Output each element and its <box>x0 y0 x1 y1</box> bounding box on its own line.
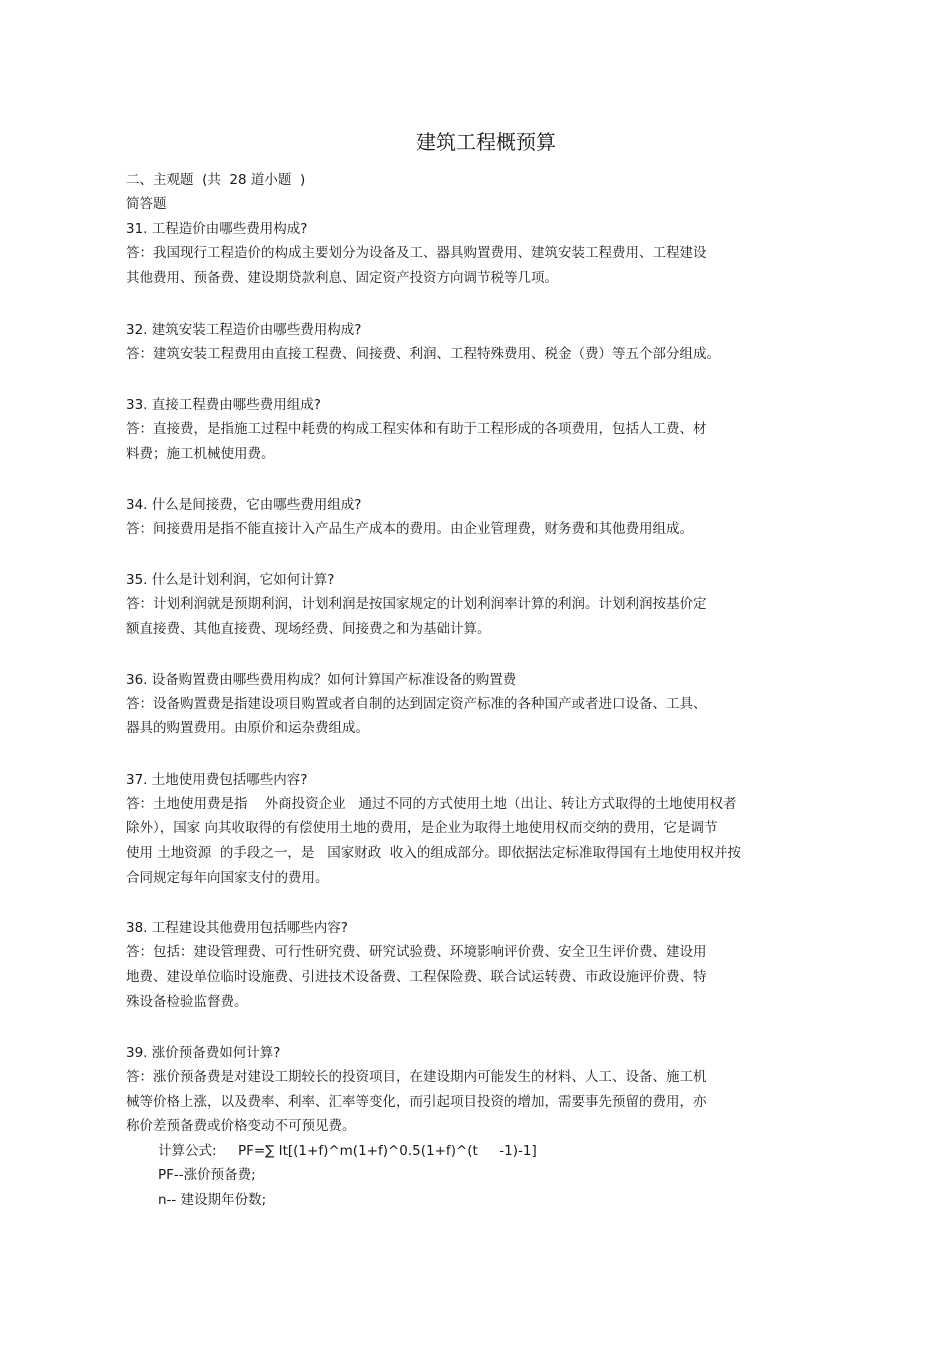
answer-37-line-3: 使用 土地资源 的手段之一，是 国家财政 收入的组成部分。即依据法定标准取得国有土地使用权并按 <box>126 845 741 861</box>
answer-36-line-1: 答：设备购置费是指建设项目购置或者自制的达到固定资产标准的各种国产或者进口设备、工具、 <box>126 696 707 712</box>
subsection-heading: 简答题 <box>126 196 167 212</box>
answer-39-line-2: 械等价格上涨，以及费率、利率、汇率等变化，而引起项目投资的增加，需要事先预留的费用，亦 <box>126 1094 707 1110</box>
answer-37-line-2: 除外），国家 向其收取得的有偿使用土地的费用，是企业为取得土地使用权而交纳的费用，它是调节 <box>126 820 718 836</box>
question-33: 33. 直接工程费由哪些费用组成? <box>126 397 321 413</box>
answer-35-line-1: 答：计划利润就是预期利润，计划利润是按国家规定的计划利润率计算的利润。计划利润按基价定 <box>126 596 707 612</box>
answer-38-line-3: 殊设备检验监督费。 <box>126 994 248 1010</box>
question-32: 32. 建筑安装工程造价由哪些费用构成? <box>126 322 362 338</box>
formula-line-1: 计算公式: PF=∑ It[(1+f)^m(1+f)^0.5(1+f)^(t -1)-1] <box>158 1143 537 1159</box>
question-35: 35. 什么是计划利润，它如何计算? <box>126 572 335 588</box>
question-36: 36. 设备购置费由哪些费用构成？如何计算国产标准设备的购置费 <box>126 672 517 688</box>
answer-39-line-3: 称价差预备费或价格变动不可预见费。 <box>126 1118 356 1134</box>
answer-39-line-1: 答：涨价预备费是对建设工期较长的投资项目，在建设期内可能发生的材料、人工、设备、施工机 <box>126 1069 707 1085</box>
answer-31-line-2: 其他费用、预备费、建设期贷款利息、固定资产投资方向调节税等几项。 <box>126 270 558 286</box>
question-39: 39. 涨价预备费如何计算? <box>126 1045 281 1061</box>
answer-36-line-2: 器具的购置费用。由原价和运杂费组成。 <box>126 720 369 736</box>
answer-38-line-1: 答：包括：建设管理费、可行性研究费、研究试验费、环境影响评价费、安全卫生评价费、建设用 <box>126 944 707 960</box>
answer-33-line-2: 料费；施工机械使用费。 <box>126 446 275 462</box>
formula-line-2: PF--涨价预备费; <box>158 1167 256 1183</box>
answer-37-line-4: 合同规定每年向国家支付的费用。 <box>126 870 329 886</box>
formula-line-3: n-- 建设期年份数; <box>158 1192 267 1208</box>
document-title: 建筑工程概预算 <box>416 130 556 154</box>
answer-35-line-2: 额直接费、其他直接费、现场经费、间接费之和为基础计算。 <box>126 621 491 637</box>
answer-34-line-1: 答：间接费用是指不能直接计入产品生产成本的费用。由企业管理费，财务费和其他费用组成。 <box>126 521 693 537</box>
answer-32-line-1: 答：建筑安装工程费用由直接工程费、间接费、利润、工程特殊费用、税金（费）等五个部分组成。 <box>126 346 720 362</box>
answer-33-line-1: 答：直接费，是指施工过程中耗费的构成工程实体和有助于工程形成的各项费用，包括人工费、材 <box>126 421 707 437</box>
question-37: 37. 土地使用费包括哪些内容? <box>126 772 308 788</box>
question-34: 34. 什么是间接费，它由哪些费用组成? <box>126 497 362 513</box>
question-38: 38. 工程建设其他费用包括哪些内容? <box>126 920 348 936</box>
question-31: 31. 工程造价由哪些费用构成? <box>126 221 308 237</box>
answer-37-line-1: 答：土地使用费是指 外商投资企业 通过不同的方式使用土地（出让、转让方式取得的土地使用权者 <box>126 796 737 812</box>
section-heading: 二、主观题 (共 28 道小题 ) <box>126 172 306 188</box>
answer-38-line-2: 地费、建设单位临时设施费、引进技术设备费、工程保险费、联合试运转费、市政设施评价费、特 <box>126 969 707 985</box>
answer-31-line-1: 答：我国现行工程造价的构成主要划分为设备及工、器具购置费用、建筑安装工程费用、工程建设 <box>126 245 707 261</box>
